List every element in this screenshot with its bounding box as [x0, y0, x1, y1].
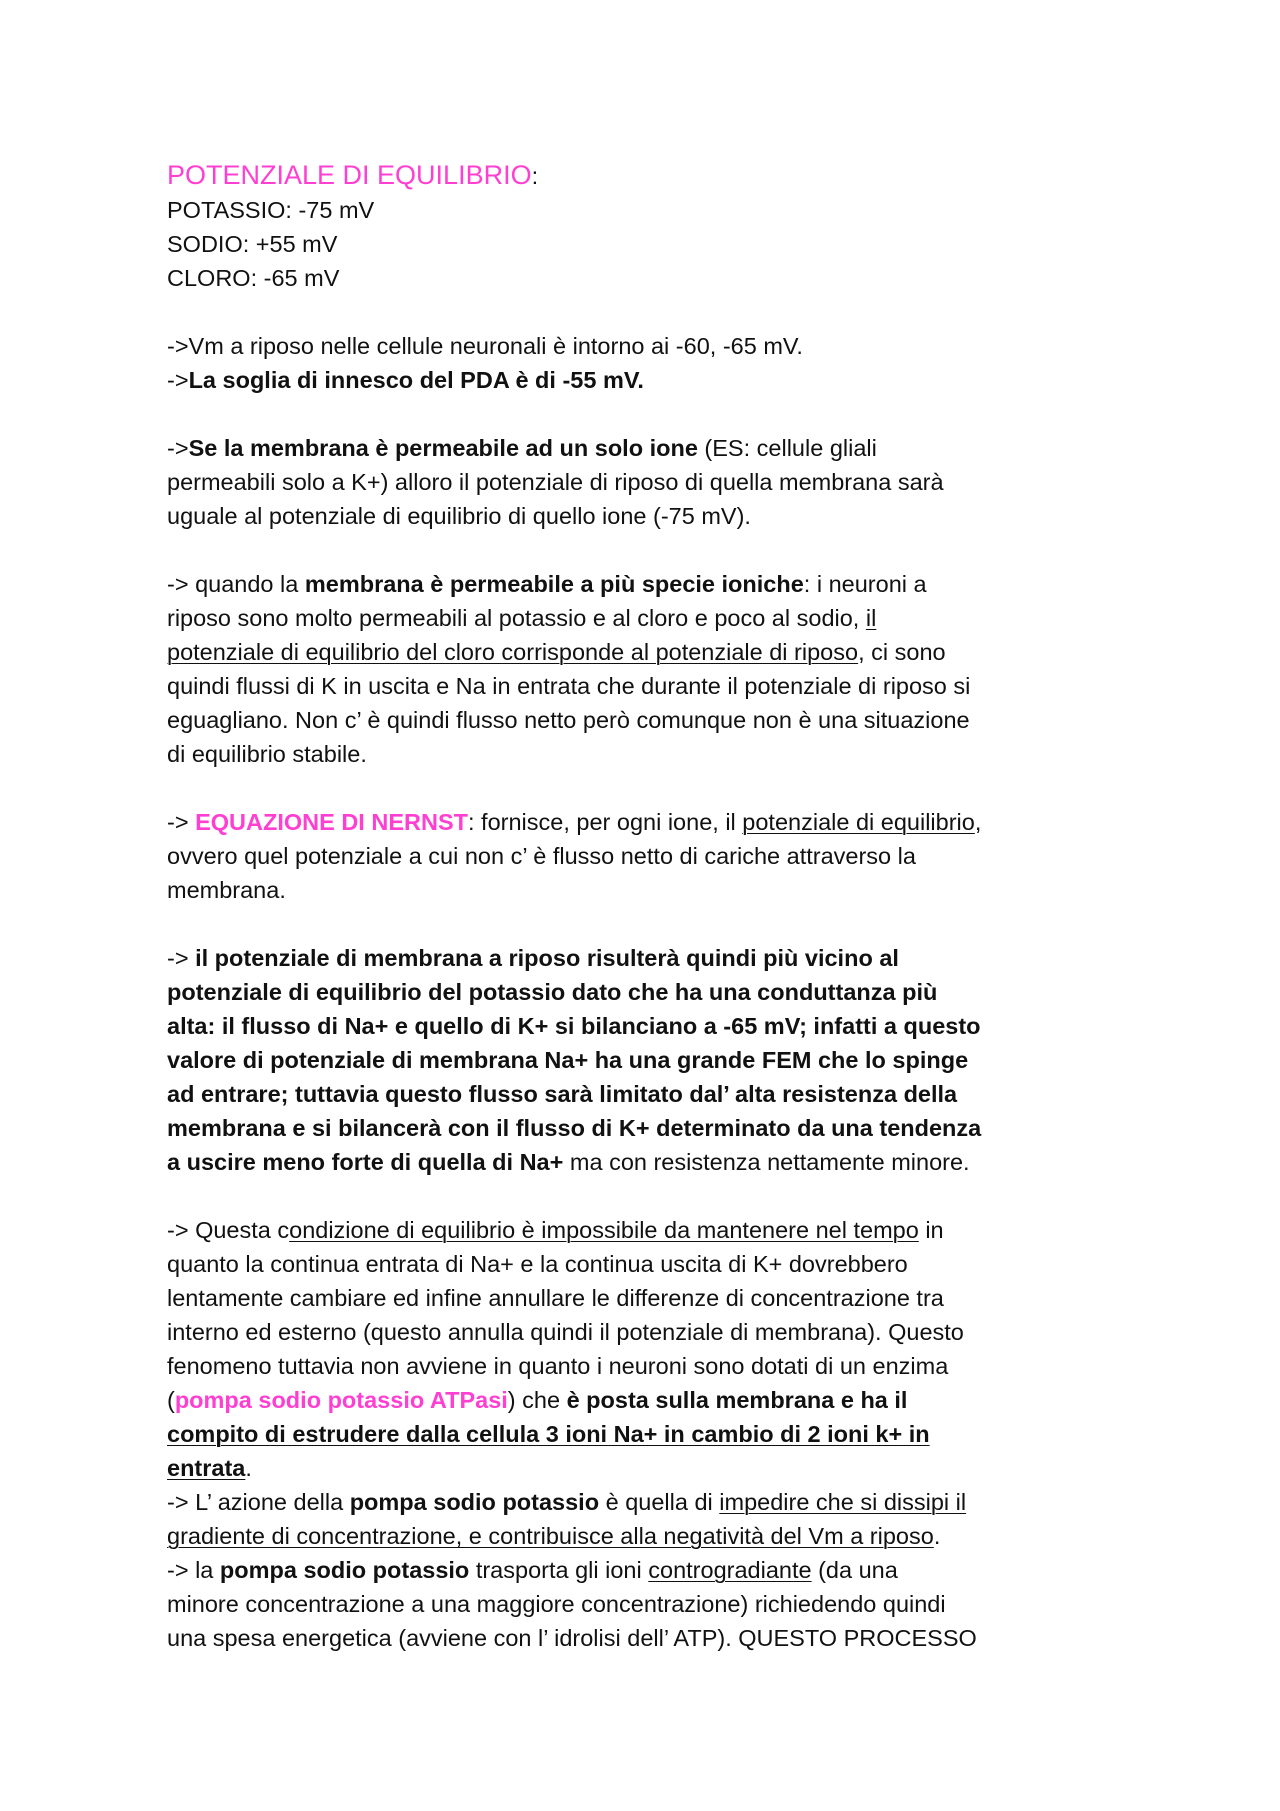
arrow: -> [167, 367, 189, 393]
text-span: ( [167, 1387, 175, 1413]
single-ion-bold: Se la membrana è permeabile ad un solo ione [188, 435, 698, 461]
bold-text: a uscire meno forte di quella di Na+ [167, 1149, 564, 1175]
nernst-heading: EQUAZIONE DI NERNST [195, 809, 468, 835]
bold-line: valore di potenziale di membrana Na+ ha una grande FEM che lo spinge [167, 1047, 969, 1073]
bold-line: potenziale di equilibrio del potassio dato che ha una conduttanza più [167, 979, 938, 1005]
text-line: di equilibrio stabile. [167, 741, 367, 767]
text-span: in [918, 1217, 944, 1243]
paragraph-pump [167, 1213, 1127, 1485]
title-colon: : [531, 163, 539, 189]
page-title [167, 158, 1127, 193]
text-span: -> [167, 809, 196, 835]
text-line: eguagliano. Non c’ è quindi flusso netto però comunque non è una situazione [167, 707, 970, 733]
text-span: -> [167, 945, 196, 971]
text-span: ma con resistenza nettamente minore. [563, 1149, 970, 1175]
multi-ion-bold: membrana è permeabile a più specie ioniche [304, 571, 804, 597]
bold-line: membrana e si bilancerà con il flusso di K+ determinato da una tendenza [167, 1115, 982, 1141]
bold-underlined-line: compito di estrudere dalla cellula 3 ioni Na+ in cambio di 2 ioni k+ in [167, 1421, 930, 1447]
bold-line: alta: il flusso di Na+ e quello di K+ si bilanciano a -65 mV; infatti a questo [167, 1013, 981, 1039]
underlined-text: ondizione di equilibrio è impossibile da mantenere nel tempo [289, 1217, 919, 1243]
text-line: una spesa energetica (avviene con l’ idrolisi dell’ ATP). QUESTO PROCESSO [167, 1625, 977, 1651]
bold-text: pompa sodio potassio [349, 1489, 600, 1515]
text-span: -> quando la [167, 571, 305, 597]
arrow: -> [167, 435, 189, 461]
underlined-text: gradiente di concentrazione, e contribuisce alla negatività del Vm a riposo [167, 1523, 934, 1549]
text-line: lentamente cambiare ed infine annullare le differenze di concentrazione tra [167, 1285, 944, 1311]
paragraph-pump-action [167, 1485, 1127, 1553]
text-span: (ES: cellule gliali [697, 435, 877, 461]
text-span: , [974, 809, 982, 835]
underlined-text: impedire che si dissipi il [719, 1489, 967, 1515]
text-line: minore concentrazione a una maggiore concentrazione) richiedendo quindi [167, 1591, 946, 1617]
text-line: fenomeno tuttavia non avviene in quanto i neuroni sono dotati di un enzima [167, 1353, 949, 1379]
text-span: riposo sono molto permeabili al potassio e al cloro e poco al sodio, [167, 605, 866, 631]
text-span: . [933, 1523, 941, 1549]
paragraph-single-ion [167, 431, 1127, 533]
pump-highlight: pompa sodio potassio ATPasi [174, 1387, 508, 1413]
text-span: -> L’ azione della [167, 1489, 350, 1515]
threshold-line [167, 363, 1127, 397]
text-span: , ci sono [858, 639, 946, 665]
text-span: : i neuroni a [803, 571, 927, 597]
text-span: -> Questa c [167, 1217, 290, 1243]
text-span: (da una [811, 1557, 898, 1583]
sodium-value: SODIO: +55 mV [167, 231, 338, 257]
text-span: : fornisce, per ogni ione, il [467, 809, 743, 835]
bold-line: ad entrare; tuttavia questo flusso sarà limitato dal’ alta resistenza della [167, 1081, 958, 1107]
underlined-text: controgradiante [648, 1557, 812, 1583]
potassium-value: POTASSIO: -75 mV [167, 197, 375, 223]
underlined-text: potenziale di equilibrio del cloro corrisponde al potenziale di riposo [167, 639, 859, 665]
resting-potential-line: ->Vm a riposo nelle cellule neuronali è intorno ai -60, -65 mV. [167, 333, 803, 359]
text-span: ) che [507, 1387, 567, 1413]
text-line: uguale al potenziale di equilibrio di quello ione (-75 mV). [167, 503, 751, 529]
underlined-text: il [865, 605, 877, 631]
bold-text: è posta sulla membrana e ha il [566, 1387, 908, 1413]
text-span: . [245, 1455, 252, 1481]
text-line: interno ed esterno (questo annulla quindi il potenziale di membrana). Questo [167, 1319, 964, 1345]
paragraph-multi-ion [167, 567, 1127, 771]
text-span: -> la [167, 1557, 220, 1583]
bold-underlined-text: entrata [167, 1455, 246, 1481]
title-text: POTENZIALE DI EQUILIBRIO [167, 160, 532, 190]
text-line: quanto la continua entrata di Na+ e la continua uscita di K+ dovrebbero [167, 1251, 908, 1277]
text-line: ovvero quel potenziale a cui non c’ è flusso netto di cariche attraverso la [167, 843, 916, 869]
document-page [167, 158, 1127, 1655]
text-span: è quella di [599, 1489, 720, 1515]
chlorine-value: CLORO: -65 mV [167, 265, 340, 291]
bold-text: il potenziale di membrana a riposo risulterà quindi più vicino al [195, 945, 899, 971]
text-line: membrana. [167, 877, 286, 903]
paragraph-nernst [167, 805, 1127, 907]
bold-text: pompa sodio potassio [219, 1557, 470, 1583]
paragraph-pump-transport [167, 1553, 1127, 1655]
text-line: permeabili solo a K+) alloro il potenziale di riposo di quella membrana sarà [167, 469, 944, 495]
underlined-text: potenziale di equilibrio [742, 809, 975, 835]
paragraph-resting-balance [167, 941, 1127, 1179]
text-line: quindi flussi di K in uscita e Na in entrata che durante il potenziale di riposo si [167, 673, 971, 699]
text-span: trasporta gli ioni [469, 1557, 649, 1583]
threshold-bold: La soglia di innesco del PDA è di -55 mV. [188, 367, 644, 393]
